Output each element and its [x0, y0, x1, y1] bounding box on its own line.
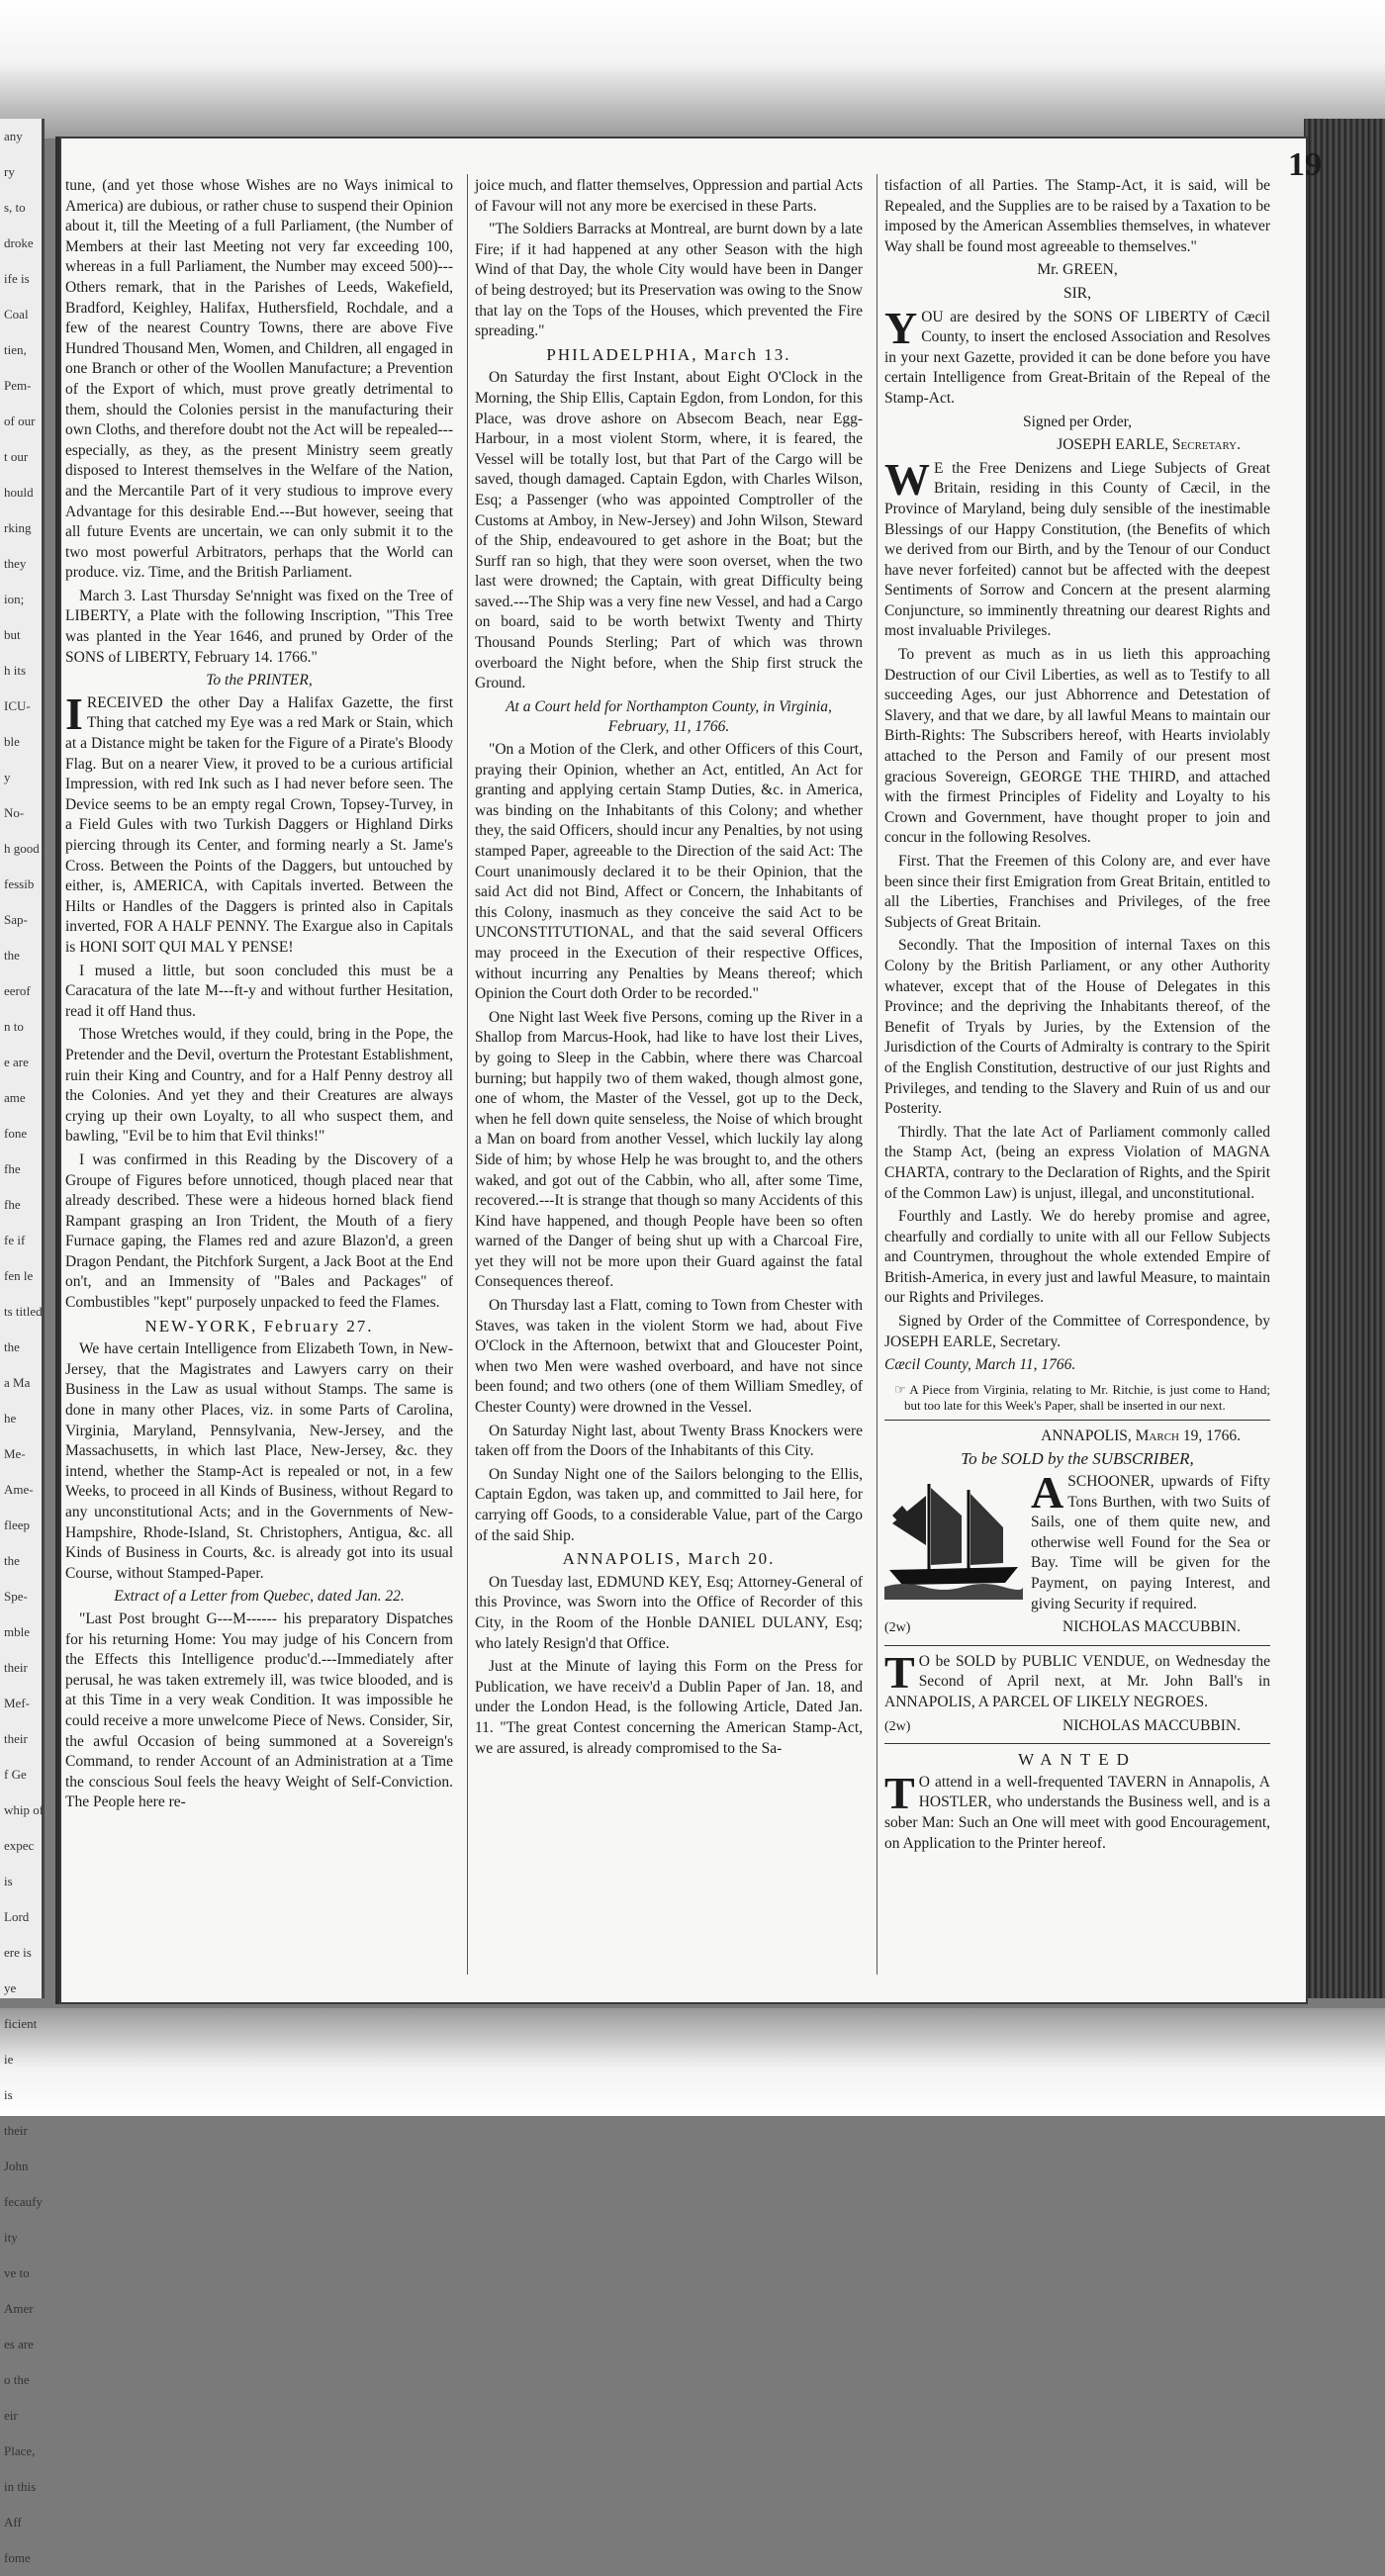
fragment-text: a Ma: [4, 1375, 31, 1390]
fragment-text: fecaufy: [4, 2194, 43, 2209]
paragraph: Those Wretches would, if they could, bring in the Pope, the Pretender and the Devil, overturn the Protestant Establishment, ruin their King and Country, and for a Half Penny destroy all the Colonies. And yet they and their Creatures are always crying up their own Loyalty, to all who suspect them, and bawling, "Evil be to him that Evil thinks!": [65, 1026, 453, 1146]
scan-margin-top: [0, 0, 1385, 138]
fragment-text: n to: [4, 1019, 24, 1034]
fragment-text: any: [4, 129, 23, 143]
printer-notice: ☞ A Piece from Virginia, relating to Mr. Ritchie, is just come to Hand; but too late for this Week's Paper, shall be inserted in our next.: [894, 1381, 1271, 1413]
divider: [884, 1743, 1270, 1744]
fragment-text: rking: [4, 520, 32, 535]
signed-line: Signed per Order,: [1023, 413, 1132, 430]
fragment-text: expec: [4, 1838, 35, 1853]
paragraph: Secondly. That the Imposition of internal Taxes on this Colony by the British Parliament, or any other Authority whatever, except that of the House of Delegates in this Province; and the depriving the Inhabitants thereof, of the Benefit of Tryals by Juries, by the Extension of the Jurisdiction of the Courts of Admiralty is contrary to the Spirit of the English Constitution, destructive of our just Rights and Privileges, and tending to the Slavery and Ruin of us and our Posterity.: [884, 937, 1270, 1118]
fragment-text: mble: [4, 1624, 30, 1639]
paragraph: YOU are desired by the SONS OF LIBERTY of Cæcil County, to insert the enclosed Association and Resolves in your next Gazette, provided it can be done before you have certain Intelligence from Great-Britain of the Repeal of the Stamp-Act.: [884, 302, 1270, 407]
fragment-text: their: [4, 1660, 28, 1675]
paragraph: tisfaction of all Parties. The Stamp-Act, it is said, will be Repealed, and the Supplies are to be raised by a Taxation to be imposed by the American Assemblies themselves, in whatever Way shall be found most agreeable to themselves.": [884, 177, 1270, 255]
ad-signature-line: (2w) NICHOLAS MACCUBBIN.: [884, 1618, 1241, 1636]
fragment-text: s, to: [4, 200, 26, 215]
fragment-text: is: [4, 2087, 13, 2102]
paragraph: To prevent as much as in us lieth this approaching Destruction of our Civil Liberties, as well as to Testify to all succeeding Ages, our just Abhorrence and Detestation of Slavery, and that we dare, by all lawful Means to maintain our Birth-Rights: The Subscribers hereof, with Hearts inviolably attached to the Person and Family of our present most gracious Sovereign, GEORGE THE THIRD, and attached with the firmest Principles of Fidelity and Loyalty to his Crown and Government, have thought proper to join and concur in the following Resolves.: [884, 646, 1270, 847]
fragment-text: hould: [4, 485, 34, 500]
paragraph: First. That the Freemen of this Colony are, and ever have been since their first Emigration from Great Britain, entitled to all the Liberties, Franchises and Privileges, of the free Subjects of Great Britain.: [884, 853, 1270, 931]
drop-cap: Y: [884, 302, 918, 353]
fragment-text: fhe: [4, 1197, 21, 1212]
section-heading: Extract of a Letter from Quebec, dated Jan. 22.: [114, 1588, 405, 1606]
fragment-text: ICU-: [4, 698, 31, 713]
paragraph: W E the Free Denizens and Liege Subjects of Great Britain, residing in this County of Cæcil, in the Province of Maryland, being duly sensible of the inestimable Blessings of our Happy Constitution, (the Benefits of which we derived from our Birth, and by the Tenour of our Conduct have never forfeited) cannot but be affected with the deepest Sentiments of Sorrow and Concern at the present alarming Conjuncture, so imminently threatning our dearest Rights and most invaluable Privileges.: [884, 453, 1270, 640]
fragment-text: No-: [4, 805, 25, 820]
section-heading: To the PRINTER,: [206, 672, 313, 690]
fragment-text: but: [4, 627, 21, 642]
fragment-text: eerof: [4, 983, 31, 998]
advertisement-vendue: [884, 1646, 1270, 1737]
paragraph: "The Soldiers Barracks at Montreal, are burnt down by a late Fire; if it had happened at any other Season with the high Wind of that Day, the whole City would have been in Danger of being destroyed; but its Preservation was owing to the Snow that lay on the Tops of the Houses, which prevented the Fire spreading.": [475, 221, 863, 340]
fragment-text: Mef-: [4, 1696, 30, 1710]
fragment-text: droke: [4, 235, 34, 250]
advertisement-schooner: [884, 1467, 1270, 1639]
fragment-text: ie: [4, 2052, 14, 2067]
book-edge: [1304, 119, 1385, 1998]
dateline: PHILADELPHIA, March 13.: [546, 344, 791, 364]
fragment-text: they: [4, 556, 27, 571]
fragment-text: Me-: [4, 1446, 26, 1461]
fragment-text: ion;: [4, 592, 25, 606]
fragment-text: the: [4, 1339, 20, 1354]
fragment-text: fe if: [4, 1233, 26, 1247]
fragment-text: John: [4, 2159, 29, 2173]
fragment-text: h good: [4, 841, 40, 856]
paragraph: March 3. Last Thursday Se'nnight was fixed on the Tree of LIBERTY, a Plate with the following Inscription, "This Tree was planted in the Year 1646, and pruned by Order of the SONS of LIBERTY, February 14. 1766.": [65, 587, 453, 666]
fragment-text: fleep: [4, 1518, 30, 1532]
fragment-text: eir: [4, 2408, 18, 2423]
paragraph: tune, (and yet those whose Wishes are no Ways inimical to America) are dubious, or rather chuse to suspend their Opinion about it, till the Meeting of a full Parliament, (the Number of Members at their last Meeting not very far exceeding 100, whereas in a full Parliament, the Number may exceed 500)---Others remark, that in the Parishes of Leeds, Wakefield, Bradford, Keighley, Halifax, Huthersfield, Rochdale, and a few of the nearest Country Towns, there are above Five Hundred Thousand Men, Women, and Children, all engaged in one Branch or other of the Woollen Manufacture; a Prevention of the Export of which, must prove greatly detrimental to them, should the Colonies persist in the manufacturing their own Cloths, and therefore doubt not the Act will be repealed---especially, as they, as the present Ministry seem greatly disposed to Interest themselves in the Welfare of the Nation, and the Mercantile Part of it very studious to improve every Advantage for this desirable End.---But however, seeing that all future Events are uncertain, we can only submit it to the two most powerful Arbitrators, perhaps that the World can produce. viz. Time, and the British Parliament.: [65, 177, 453, 582]
ship-icon: [884, 1476, 1023, 1600]
fragment-text: Place,: [4, 2443, 36, 2458]
paragraph: "On a Motion of the Clerk, and other Officers of this Court, praying their Opinion, whether an Act, entitled, An Act for granting and applying certain Stamp Duties, &c. in America, was binding on the Inhabitants of this Colony; and whether they, the said Officers, should incur any Penalties, by not using stamped Paper, agreeable to the Direction of the said Act: The Court unanimously declared it to be their Opinion, that the said Act did not Bind, Affect or Concern, the Inhabitants of this Colony, inasmuch as they conceive the said Act to be UNCONSTITUTIONAL, and that the said several Officers may proceed in the Execution of their respective Offices, without incurring any Penalties by Means thereof; which Opinion the Court doth Order to be recorded.": [475, 741, 863, 1003]
paragraph: On Tuesday last, EDMUND KEY, Esq; Attorney-General of this Province, was Sworn into the Office of Recorder of this City, in the Room of the Honble DANIEL DULANY, Esq; who lately Resign'd that Office.: [475, 1573, 863, 1652]
drop-cap: T: [884, 1646, 915, 1698]
paragraph: On Saturday Night last, about Twenty Brass Knockers were taken off from the Doors of the Inhabitants of this City.: [475, 1422, 863, 1460]
salutation: Mr. GREEN,: [1037, 261, 1118, 279]
paragraph: On Saturday the first Instant, about Eight O'Clock in the Morning, the Ship Ellis, Captain Egdon, from London, for this Place, was drove ashore on Absecom Beach, near Egg-Harbour, in a most violent Storm, where, it is feared, the Vessel will be totally lost, but that Part of the Cargo will be saved, though damaged. Captain Egdon, with Charles Wilson, Esq; a Passenger (who was appointed Comptroller of the Customs at Amboy, in New-Jersey) and John Wilson, Steward of the Ship, endeavoured to get ashore in the Boat; but the Surff ran so high, that they were soon overset, when the two last were drowned; the Captain, with great Difficulty being saved.---The Ship was a very fine new Vessel, and had a Cargo on board, said to be worth betwixt Twenty and Thirty Thousand Pounds Sterling; Part of which was thrown overboard the Night before, when the Ship first struck the Ground.: [475, 369, 863, 692]
fragment-text: ry: [4, 164, 15, 179]
adjacent-page-fragment: [0, 119, 45, 2565]
fragment-text: in this: [4, 2479, 37, 2494]
fragment-text: ts titled: [4, 1304, 43, 1319]
paragraph: On Sunday Night one of the Sailors belonging to the Ellis, Captain Egdon, was taken up, and committed to Jail here, for carrying off Goods, to a considerable Value, part of the Cargo of the said Ship.: [475, 1465, 863, 1544]
fragment-text: t our: [4, 449, 29, 464]
fragment-text: whip of: [4, 1802, 45, 1817]
paragraph: Signed by Order of the Committee of Correspondence, by JOSEPH EARLE, Secretary.: [884, 1313, 1270, 1350]
drop-cap: A: [1031, 1467, 1064, 1518]
paragraph: Thirdly. That the late Act of Parliament commonly called the Stamp Act, (being an express Violation of MAGNA CHARTA, contrary to the Declaration of Rights, and the Spirit of the Common Law) is unjust, illegal, and unconstitutional.: [884, 1123, 1270, 1202]
fragment-text: Lord: [4, 1909, 30, 1924]
column-3: [884, 176, 1270, 1857]
fragment-text: ble: [4, 734, 20, 749]
fragment-text: es are: [4, 2337, 34, 2351]
column-1: [65, 176, 453, 1816]
ad-heading: WANTED: [1018, 1750, 1137, 1770]
paragraph: One Night last Week five Persons, coming up the River in a Shallop from Marcus-Hook, had like to have lost their Lives, by going to Sleep in the Cabbin, where there was Charcoal burning; but happily two of them waked, though almost gone, one of whom, the Master of the Vessel, got up to the Deck, when he fell down quite senseless, the Noise of which brought a Man on board from another Vessel, which luckily lay along Side of him; by whose Help he was brought to, and the others waked, and got out of the Cabbin, who all, after some Time, recovered.---It is strange that though so many Accidents of this Kind have happened, and though People have been so often warned of the Danger of being shut up with a Charcoal Fire, yet they will not be more upon their Guard against the fatal Consequences thereof.: [475, 1008, 863, 1291]
drop-cap: W: [884, 453, 930, 505]
paragraph: joice much, and flatter themselves, Oppression and partial Acts of Favour will not any more be exercised in these Parts.: [475, 177, 863, 215]
paragraph: We have certain Intelligence from Elizabeth Town, in New-Jersey, that the Magistrates and Lawyers carry on their Business in the Law as usual without Stamps. The same is done in many other Places, viz. in some Parts of Carolina, Virginia, Maryland, Pennsylvania, New-Jersey, and the Massachusetts, in which last Place, New-Jersey, &c. they intend, whether the Stamp-Act is repealed or not, in a few Weeks, to proceed in all Kinds of Business, without Regard to any unconstitutional Acts; and in the Governments of New-Hampshire, Rhode-Island, St. Christophers, Antigua, &c. all Kinds of Business in Courts, &c. is already got into its usual Course, without Stamped-Paper.: [65, 1340, 453, 1582]
paragraph: Cæcil County, March 11, 1766.: [884, 1356, 1076, 1374]
paragraph: T O be SOLD by PUBLIC VENDUE, on Wednesday the Second of April next, at Mr. John Ball's in ANNAPOLIS, A PARCEL OF LIKELY NEGROES.: [884, 1646, 1270, 1710]
column-2: [475, 176, 863, 1762]
advertisement-wanted: [884, 1750, 1270, 1854]
ad-dateline: ANNAPOLIS, March 19, 1766.: [1041, 1426, 1241, 1444]
fragment-text: fhe: [4, 1161, 21, 1176]
fragment-text: ife is: [4, 271, 30, 286]
fragment-text: fessib: [4, 876, 35, 891]
paragraph: I was confirmed in this Reading by the Discovery of a Groupe of Figures before unnoticed, though placed near that already described. These were a hideous horned black fiend Rampant grasping an Iron Trident, the Mouth of a fiery Furnace gaping, the Flames red and azure Blazon'd, a green Dragon Pendant, the Pitchfork Surgent, a Jack Boot at the End on't, and an Immensity of "Bales and Packages" of Combustibles "kept" purposely unpacked to feed the Flames.: [65, 1150, 453, 1312]
fragment-text: y: [4, 770, 11, 784]
drop-cap: I: [65, 688, 83, 739]
divider: [884, 1645, 1270, 1646]
paragraph: "Last Post brought G---M------ his preparatory Dispatches for his returning Home: You may judge of his Concern from the Effects this Intelligence produc'd.---Immediately after perusal, he was taken extremely ill, was twice blooded, and is at this Time in a very weak Condition. It was impossible he could receive a more unwelcome Piece of News. Consider, Sir, the awful Occasion of being summoned at a Sovereign's Command, to render Account of an Administration at a Time the conscious Soul feels the heavy Weight of Self-Conviction. The People here re-: [65, 1610, 453, 1811]
paragraph: T O attend in a well-frequented TAVERN in Annapolis, A HOSTLER, who understands the Business well, and is a sober Man: Such an One will meet with good Encouragement, on Application to the Printer hereof.: [884, 1767, 1270, 1852]
fragment-text: Ame-: [4, 1482, 34, 1497]
paragraph: I mused a little, but soon concluded this must be a Caracatura of the late M---ft-y and without further Hesitation, read it off Hand thus.: [65, 962, 453, 1020]
ad-heading: To be SOLD by the SUBSCRIBER,: [961, 1449, 1194, 1469]
fragment-text: f Ge: [4, 1767, 27, 1782]
dateline: ANNAPOLIS, March 20.: [562, 1549, 776, 1569]
paragraph: IRECEIVED the other Day a Halifax Gazette, the first Thing that catched my Eye was a red Mark or Stain, which at a Distance might be taken for the Figure of a Pirate's Bloody Flag. But on a nearer View, it proved to be a curious artificial Impression, with red Ink such as I had never before seen. The Device seems to be an empty regal Crown, Topsey-Turvey, in a Field Gules with two Turkish Daggers or Highland Dirks piercing through its Center, and forming nearly a St. Jame's Cross. Between the Points of the Daggers, but untouched by either, is, AMERICA, with Capitals inverted. Between the Hilts or Handles of the Daggers is printed also in Capitals inverted, FOR A HALF PENNY. The Exargue also in Capitals is HONI SOIT QUI MAL Y PENSE!: [65, 688, 453, 956]
signature: JOSEPH EARLE, Secretary.: [1057, 436, 1241, 454]
divider: [884, 1420, 1270, 1421]
paragraph: ASCHOONER, upwards of Fifty Tons Burthen, with two Suits of Sails, one of them quite new, and otherwise well Found for the Sea or Bay. Time will be given for the Payment, on paying Interest, and giving Security if required.: [1031, 1467, 1270, 1612]
fragment-text: Aff: [4, 2515, 22, 2530]
fragment-text: of our: [4, 414, 36, 428]
fragment-text: Spe-: [4, 1589, 28, 1604]
fragment-text: ame: [4, 1090, 26, 1105]
fragment-text: ficient: [4, 2016, 38, 2031]
paragraph: On Thursday last a Flatt, coming to Town from Chester with Staves, was taken in the violent Storm we had, about Five O'Clock in the Afternoon, betwixt that and Gloucester Point, when two Men were washed overboard, and have not since been found; and two others (one of them William Smedley, of Chester County) were drowned in the Vessel.: [475, 1297, 863, 1417]
drop-cap: T: [884, 1767, 915, 1818]
fragment-text: o the: [4, 2372, 30, 2387]
salutation: SIR,: [1063, 284, 1091, 302]
fragment-text: ye: [4, 1980, 17, 1995]
fragment-text: fone: [4, 1126, 28, 1141]
fragment-text: Pem-: [4, 378, 32, 393]
pointing-hand-icon: ☞: [894, 1381, 910, 1397]
fragment-text: he: [4, 1411, 17, 1426]
fragment-text: their: [4, 1731, 28, 1746]
paragraph: Just at the Minute of laying this Form on the Press for Publication, we have receiv'd a Dublin Paper of Jan. 18, and under the London Head, is the following Article, Dated Jan. 11. "The great Contest concerning the American Stamp-Act, we are assured, is already compromised to the Sa-: [475, 1658, 863, 1757]
fragment-text: fen le: [4, 1268, 34, 1283]
fragment-text: Sap-: [4, 912, 28, 927]
scan-margin-bottom: [0, 2008, 1385, 2116]
fragment-text: h its: [4, 663, 27, 678]
page-number: 19: [1288, 146, 1322, 183]
paragraph: Fourthly and Lastly. We do hereby promise and agree, chearfully and cordially to unite with all our Fellow Subjects and Countrymen, throughout the whole extended Empire of British-America, in every just and lawful Measure, to maintain our Rights and Privileges.: [884, 1208, 1270, 1307]
ad-signature-line: (2w) NICHOLAS MACCUBBIN.: [884, 1716, 1241, 1734]
fragment-text: Amer: [4, 2301, 34, 2316]
fragment-text: ve to: [4, 2265, 30, 2280]
column-divider: [467, 174, 468, 1975]
dateline: NEW-YORK, February 27.: [144, 1316, 374, 1335]
fragment-text: Coal: [4, 307, 29, 322]
fragment-text: e are: [4, 1055, 29, 1069]
section-heading: At a Court held for Northampton County, in Virginia, February, 11, 1766.: [506, 697, 832, 736]
newspaper-page: [55, 137, 1322, 2004]
fragment-text: the: [4, 948, 20, 963]
fragment-text: ity: [4, 2230, 18, 2245]
fragment-text: tien,: [4, 342, 27, 357]
fragment-text: is: [4, 1874, 13, 1888]
fragment-text: fome: [4, 2550, 31, 2565]
fragment-text: ere is: [4, 1945, 32, 1960]
fragment-text: the: [4, 1553, 20, 1568]
fragment-text: their: [4, 2123, 28, 2138]
